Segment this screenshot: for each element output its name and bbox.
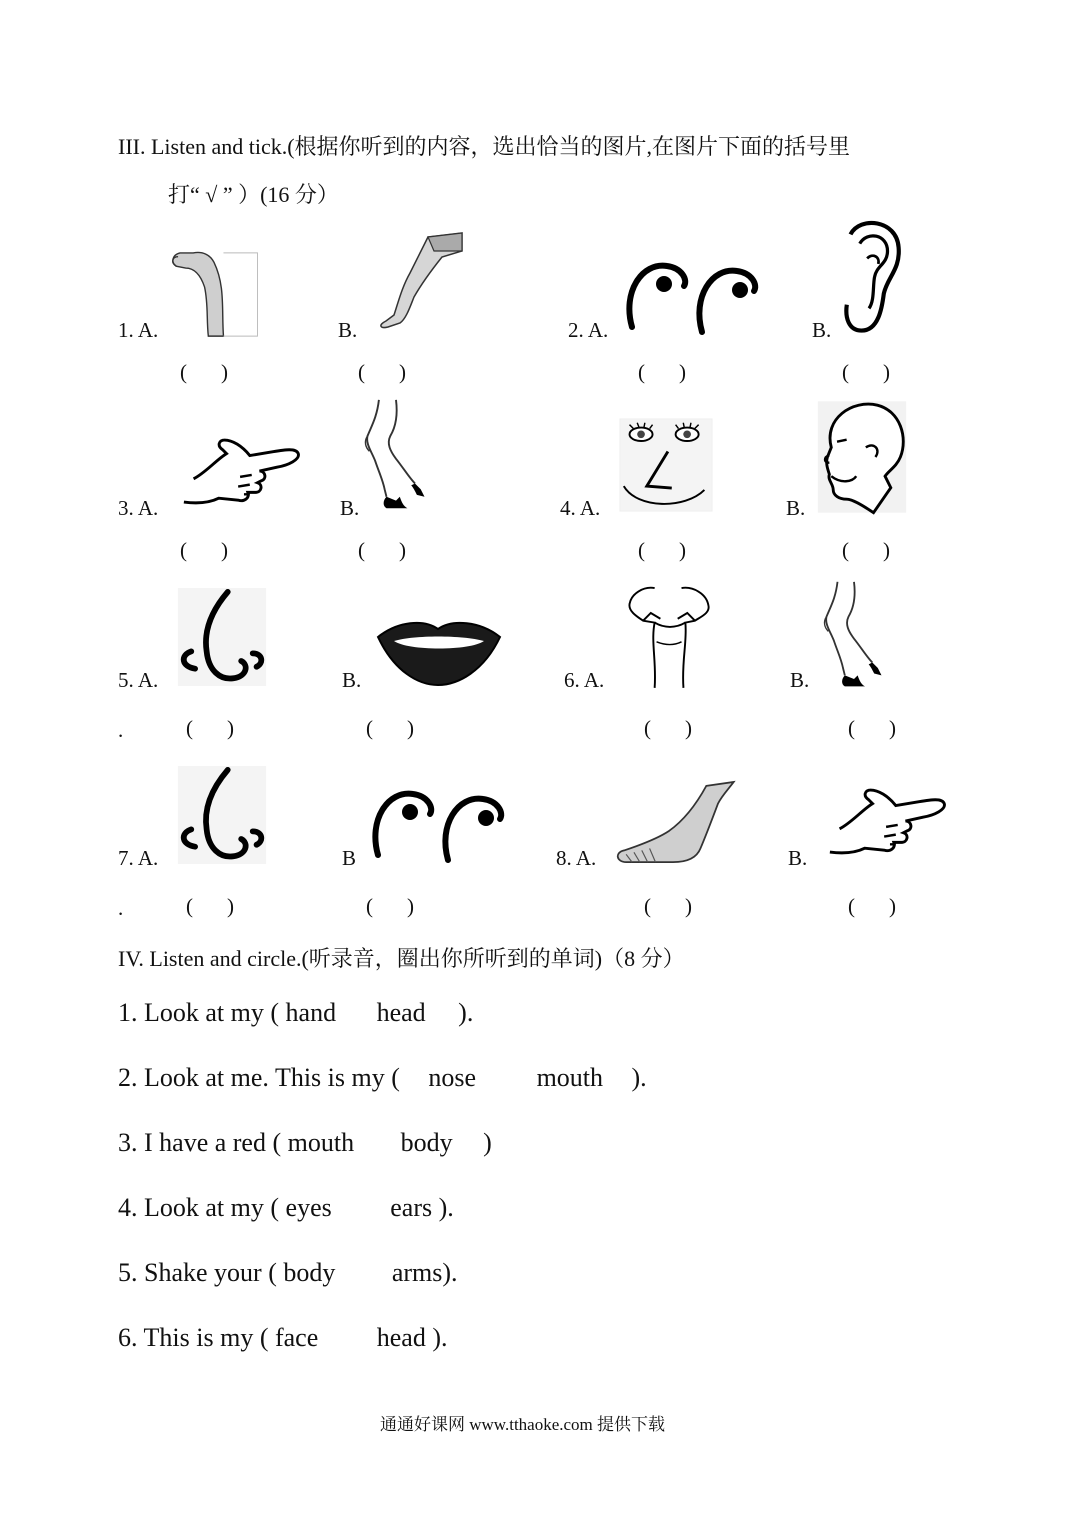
item-8-a-label: 8. A. — [556, 846, 597, 870]
sentence-1-end: ). — [458, 998, 474, 1027]
item-6-a-label: 6. A. — [564, 668, 605, 692]
answer-paren-2b[interactable]: ( ) — [842, 360, 890, 384]
answer-paren-3b[interactable]: ( ) — [358, 538, 406, 562]
item-3-b-label: B. — [340, 496, 360, 520]
item-6-b-label: B. — [790, 668, 810, 692]
answer-paren-8b[interactable]: ( ) — [848, 894, 896, 918]
sentence-1-part-a: 1. Look at my ( hand — [118, 998, 337, 1027]
sentence-4-word-b[interactable]: ears ). — [390, 1193, 454, 1222]
stray-dot: . — [118, 896, 124, 920]
item-5-b-label: B. — [342, 668, 362, 692]
sentence-6 — [118, 1323, 448, 1353]
item-4-b-label: B. — [786, 496, 806, 520]
face-icon — [618, 414, 714, 516]
section-3-instruction: 打“ √ ” ）(16 分） — [168, 182, 339, 207]
sentence-2-word-c[interactable]: mouth — [536, 1063, 604, 1092]
sentence-4-part-a: 4. Look at my ( eyes — [118, 1193, 332, 1222]
answer-paren-5a[interactable]: ( ) — [186, 716, 234, 740]
sentence-3 — [118, 1128, 492, 1158]
legs-icon — [358, 396, 434, 514]
section-3-title: III. Listen and tick.(根据你听到的内容，选出恰当的图片,在图片下面的括号里 — [118, 134, 851, 159]
body-icon — [622, 584, 718, 690]
answer-paren-6a[interactable]: ( ) — [644, 716, 692, 740]
item-1-b-label: B. — [338, 318, 358, 342]
ear-icon — [832, 214, 906, 338]
answer-paren-8a[interactable]: ( ) — [644, 894, 692, 918]
sentence-2-end: ). — [631, 1063, 647, 1092]
answer-paren-4b[interactable]: ( ) — [842, 538, 890, 562]
item-3-a-label: 3. A. — [118, 496, 159, 520]
mouth-icon — [374, 616, 504, 688]
sentence-2 — [118, 1063, 647, 1093]
sentence-3-word-b[interactable]: body — [400, 1128, 453, 1157]
item-2-a-label: 2. A. — [568, 318, 609, 342]
sentence-5 — [118, 1258, 458, 1288]
sentence-2-part-a: 2. Look at me. This is my ( — [118, 1063, 400, 1092]
nose-icon — [174, 584, 270, 690]
sentence-1-word-b[interactable]: head — [376, 998, 426, 1027]
nose-icon — [174, 762, 270, 868]
answer-paren-1b[interactable]: ( ) — [358, 360, 406, 384]
sentence-3-part-a: 3. I have a red ( mouth — [118, 1128, 355, 1157]
hand-icon — [180, 432, 306, 514]
sentence-4 — [118, 1193, 454, 1223]
footer-credit: 通通好课网 www.tthaoke.com 提供下载 — [380, 1415, 666, 1434]
sentence-5-part-a: 5. Shake your ( body — [118, 1258, 336, 1287]
item-7-a-label: 7. A. — [118, 846, 159, 870]
sentence-5-word-b[interactable]: arms). — [391, 1258, 458, 1287]
stray-dot: . — [118, 718, 124, 742]
sentence-2-word-b[interactable]: nose — [428, 1063, 477, 1092]
sentence-6-part-a: 6. This is my ( face — [118, 1323, 319, 1352]
hand-icon — [826, 782, 952, 864]
answer-paren-7b[interactable]: ( ) — [366, 894, 414, 918]
item-4-a-label: 4. A. — [560, 496, 601, 520]
sentence-3-end: ) — [483, 1128, 492, 1157]
item-2-b-label: B. — [812, 318, 832, 342]
answer-paren-2a[interactable]: ( ) — [638, 360, 686, 384]
answer-paren-6b[interactable]: ( ) — [848, 716, 896, 740]
item-5-a-label: 5. A. — [118, 668, 159, 692]
item-8-b-label: B. — [788, 846, 808, 870]
item-7-b-label: B — [342, 846, 357, 870]
eyes-icon — [622, 252, 762, 342]
section-4-title: IV. Listen and circle.(听录音，圈出你所听到的单词)（8 分） — [118, 946, 685, 971]
answer-paren-7a[interactable]: ( ) — [186, 894, 234, 918]
answer-paren-4a[interactable]: ( ) — [638, 538, 686, 562]
sentence-1 — [118, 998, 473, 1028]
foot-icon — [612, 780, 740, 868]
answer-paren-5b[interactable]: ( ) — [366, 716, 414, 740]
answer-paren-3a[interactable]: ( ) — [180, 538, 228, 562]
leg-icon — [358, 226, 468, 338]
arm-icon — [164, 234, 264, 338]
item-1-a-label: 1. A. — [118, 318, 159, 342]
legs-icon — [816, 580, 892, 690]
sentence-6-word-b[interactable]: head ). — [376, 1323, 448, 1352]
head-icon — [814, 398, 910, 516]
eyes-icon — [368, 780, 508, 870]
answer-paren-1a[interactable]: ( ) — [180, 360, 228, 384]
